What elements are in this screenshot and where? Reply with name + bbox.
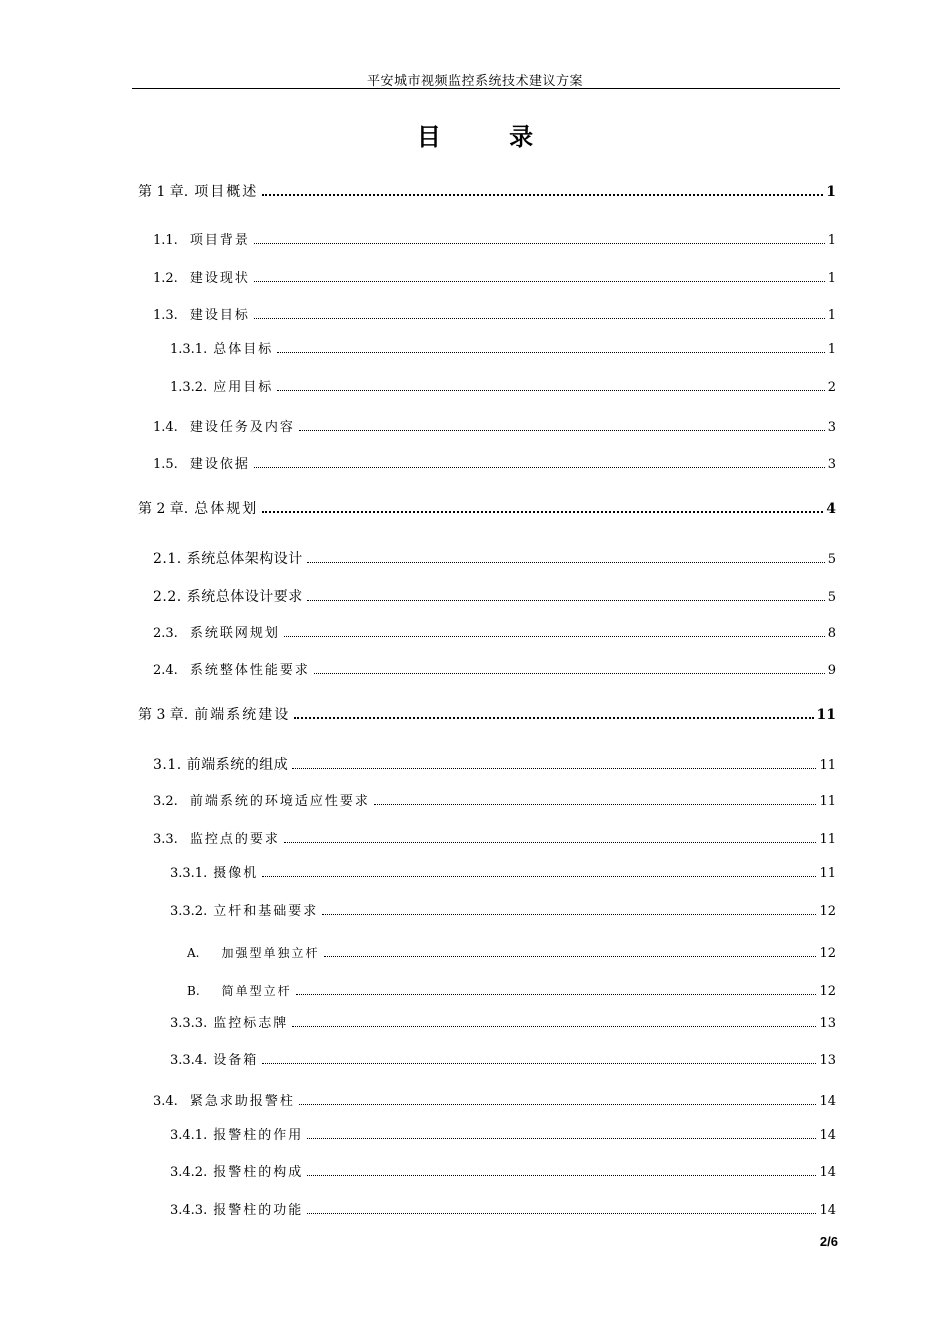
toc-entry-number: 第 3 章.	[138, 707, 189, 723]
toc-entry-label: 应用目标	[213, 380, 274, 395]
toc-entry-2-1[interactable]	[153, 549, 836, 569]
dot-leader	[307, 561, 825, 563]
toc-entry-page: 11	[819, 832, 836, 847]
toc-entry-page: 3	[827, 420, 836, 435]
toc-entry-label: 加强型单独立杆	[221, 946, 320, 960]
toc-entry-number: 3.2.	[153, 794, 178, 809]
toc-entry-page: 1	[826, 184, 836, 200]
toc-entry-number: 1.5.	[153, 457, 178, 472]
toc-entry-3-4-2[interactable]	[170, 1163, 836, 1183]
dot-leader	[254, 280, 825, 282]
toc-entry-page: 14	[819, 1128, 836, 1143]
toc-entry-number: 3.4.	[153, 1094, 178, 1109]
toc-entry-page: 14	[819, 1203, 836, 1218]
dot-leader	[322, 913, 816, 915]
dot-leader	[254, 466, 825, 468]
toc-entry-chapter-2[interactable]	[138, 499, 836, 519]
toc-entry-label: 建设任务及内容	[189, 420, 295, 435]
toc-entry-number: 第 1 章.	[138, 184, 189, 200]
toc-entry-1-5[interactable]	[153, 455, 836, 475]
toc-entry-label: 总体目标	[213, 342, 274, 357]
toc-entry-1-2[interactable]	[153, 269, 836, 289]
toc-entry-label: 立杆和基础要求	[213, 904, 319, 919]
dot-leader	[262, 1062, 816, 1064]
dot-leader	[374, 803, 817, 805]
toc-entry-number: 第 2 章.	[138, 501, 189, 517]
toc-entry-label: 总体规划	[194, 501, 259, 517]
toc-entry-page: 11	[816, 707, 836, 723]
toc-entry-label: 建设目标	[189, 308, 250, 323]
dot-leader	[277, 351, 824, 353]
dot-leader	[294, 716, 813, 719]
toc-entry-page: 11	[819, 758, 836, 773]
toc-entry-1-3[interactable]	[153, 306, 836, 326]
toc-entry-number: 3.3.1.	[170, 866, 208, 881]
toc-entry-page: 5	[827, 590, 836, 605]
dot-leader	[262, 193, 823, 196]
toc-entry-number: 3.4.2.	[170, 1165, 208, 1180]
toc-entry-label: 建设现状	[189, 271, 250, 286]
toc-entry-3-3-2[interactable]	[170, 902, 836, 922]
toc-entry-number: 2.3.	[153, 626, 178, 641]
toc-entry-3-3[interactable]	[153, 830, 836, 850]
toc-entry-page: 1	[827, 342, 836, 357]
toc-entry-3-4[interactable]	[153, 1092, 836, 1112]
toc-entry-2-3[interactable]	[153, 624, 836, 644]
toc-entry-page: 12	[819, 984, 836, 999]
dot-leader	[254, 317, 825, 319]
toc-entry-label: 紧急求助报警柱	[189, 1094, 295, 1109]
header-rule	[132, 88, 840, 89]
toc-entry-page: 1	[827, 233, 836, 248]
toc-entry-label: 监控标志牌	[213, 1016, 289, 1031]
toc-entry-label: 建设依据	[189, 457, 250, 472]
toc-entry-2-2[interactable]	[153, 587, 836, 607]
toc-entry-page: 2	[827, 380, 836, 395]
toc-entry-1-1[interactable]	[153, 231, 836, 251]
dot-leader	[314, 672, 825, 674]
dot-leader	[292, 767, 816, 769]
toc-entry-page: 11	[819, 794, 836, 809]
toc-entry-label: 项目概述	[194, 184, 259, 200]
dot-leader	[299, 1103, 817, 1105]
toc-entry-1-3-1[interactable]	[170, 340, 836, 360]
toc-entry-1-4[interactable]	[153, 418, 836, 438]
toc-entry-2-4[interactable]	[153, 661, 836, 681]
toc-entry-number: 2.4.	[153, 663, 178, 678]
toc-entry-number: 1.4.	[153, 420, 178, 435]
toc-entry-number: 3.1.	[153, 757, 182, 773]
toc-entry-page: 5	[827, 552, 836, 567]
toc-entry-number: 1.1.	[153, 233, 178, 248]
toc-entry-number: 1.3.	[153, 308, 178, 323]
toc-entry-label: 设备箱	[213, 1053, 259, 1068]
toc-entry-page: 13	[819, 1053, 836, 1068]
toc-entry-3-2[interactable]	[153, 792, 836, 812]
toc-entry-label: 系统总体设计要求	[186, 589, 303, 605]
toc-entry-number: B.	[187, 984, 200, 998]
toc-entry-label: 前端系统的组成	[186, 757, 289, 773]
dot-leader	[307, 1137, 816, 1139]
toc-title: 目 录	[416, 123, 564, 151]
toc-entry-3-3-1[interactable]	[170, 864, 836, 884]
toc-entry-number: 3.4.3.	[170, 1203, 208, 1218]
dot-leader	[324, 955, 817, 957]
dot-leader	[284, 635, 825, 637]
toc-entry-3-3-3[interactable]	[170, 1014, 836, 1034]
toc-entry-number: 2.2.	[153, 589, 182, 605]
toc-entry-page: 12	[819, 946, 836, 961]
toc-entry-number: 2.1.	[153, 551, 182, 567]
toc-entry-label: 报警柱的作用	[213, 1128, 304, 1143]
dot-leader	[292, 1025, 816, 1027]
toc-entry-chapter-3[interactable]	[138, 705, 836, 725]
toc-entry-label: 前端系统的环境适应性要求	[189, 794, 370, 809]
toc-entry-number: 3.4.1.	[170, 1128, 208, 1143]
dot-leader	[299, 429, 825, 431]
toc-entry-page: 4	[826, 501, 836, 517]
toc-entry-number: 3.3.	[153, 832, 178, 847]
toc-entry-number: 3.3.2.	[170, 904, 208, 919]
toc-entry-label: 系统总体架构设计	[186, 551, 303, 567]
toc-entry-label: 报警柱的构成	[213, 1165, 304, 1180]
toc-entry-page: 8	[827, 626, 836, 641]
toc-entry-number: 1.3.1.	[170, 342, 208, 357]
toc-entry-page: 13	[819, 1016, 836, 1031]
toc-entry-label: 简单型立杆	[221, 984, 292, 998]
toc-entry-number: 3.3.3.	[170, 1016, 208, 1031]
toc-entry-3-3-4[interactable]	[170, 1051, 836, 1071]
toc-entry-page: 3	[827, 457, 836, 472]
toc-entry-page: 11	[819, 866, 836, 881]
dot-leader	[307, 1212, 816, 1214]
dot-leader	[262, 510, 823, 513]
toc-entry-label: 报警柱的功能	[213, 1203, 304, 1218]
toc-entry-number: 3.3.4.	[170, 1053, 208, 1068]
toc-entry-label: 系统整体性能要求	[189, 663, 310, 678]
toc-entry-page: 9	[827, 663, 836, 678]
toc-entry-page: 14	[819, 1094, 836, 1109]
dot-leader	[307, 599, 825, 601]
toc-entry-number: 1.3.2.	[170, 380, 208, 395]
toc-entry-page: 12	[819, 904, 836, 919]
dot-leader	[262, 875, 816, 877]
toc-entry-label: 项目背景	[189, 233, 250, 248]
toc-entry-label: 系统联网规划	[189, 626, 280, 641]
dot-leader	[284, 841, 817, 843]
toc-entry-3-4-1[interactable]	[170, 1126, 836, 1146]
dot-leader	[277, 389, 824, 391]
toc-entry-1-3-2[interactable]	[170, 378, 836, 398]
toc-entry-chapter-1[interactable]	[138, 182, 836, 202]
toc-entry-label: 监控点的要求	[189, 832, 280, 847]
toc-entry-3-3-2-a[interactable]	[187, 943, 836, 963]
dot-leader	[307, 1174, 816, 1176]
toc-entry-page: 14	[819, 1165, 836, 1180]
page-number: 2/6	[819, 1234, 838, 1249]
toc-entry-number: A.	[187, 946, 200, 960]
toc-entry-label: 摄像机	[213, 866, 259, 881]
toc-entry-number: 1.2.	[153, 271, 178, 286]
toc-entry-page: 1	[827, 271, 836, 286]
toc-entry-3-4-3[interactable]	[170, 1201, 836, 1221]
toc-entry-3-1[interactable]	[153, 755, 836, 775]
toc-entry-page: 1	[827, 308, 836, 323]
dot-leader	[296, 993, 817, 995]
toc-entry-3-3-2-b[interactable]	[187, 981, 836, 1001]
running-header: 平安城市视频监控系统技术建议方案	[366, 74, 583, 89]
toc-entry-label: 前端系统建设	[194, 707, 291, 723]
dot-leader	[254, 242, 825, 244]
